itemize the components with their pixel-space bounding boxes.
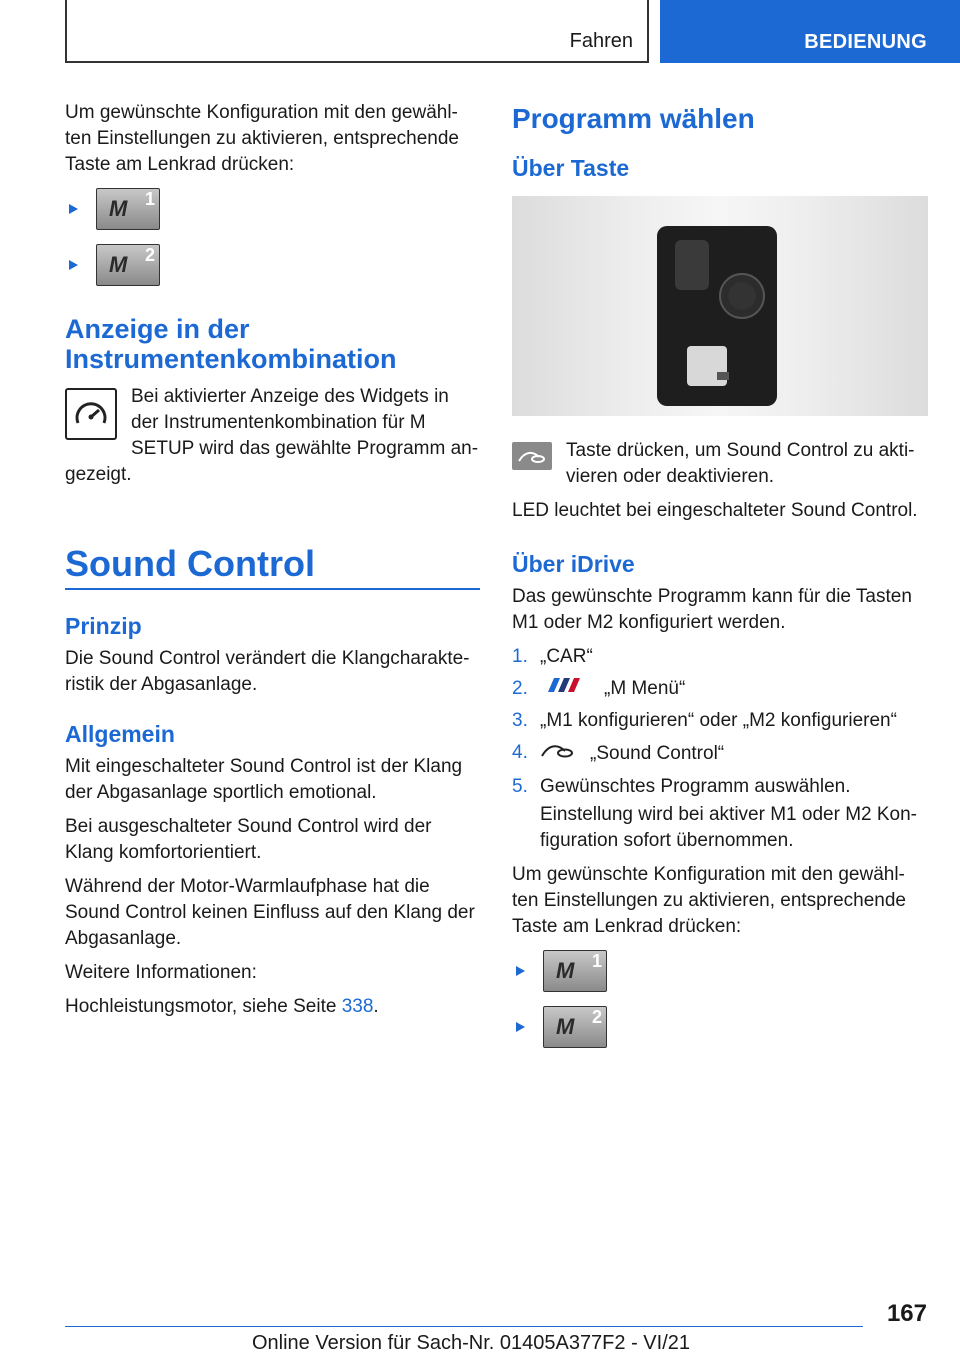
prinzip-heading: Prinzip: [65, 613, 142, 639]
allgemein-heading: Allgemein: [65, 721, 175, 747]
step-text: „Sound Control“: [590, 743, 725, 765]
left-column: [65, 100, 480, 1028]
idrive-heading: Über iDrive: [512, 551, 635, 577]
header-chapter-tab: [660, 0, 960, 63]
step-number: 3.: [512, 710, 528, 732]
anzeige-text: Bei aktivierter Anzeige des Widgets in der Instrumentenkombination für M SETUP wird das gewählte Programm an-gezeigt.: [65, 386, 479, 485]
allgemein-paragraph-5: [65, 994, 480, 1020]
allgemein-paragraph-3: Während der Motor-Warmlaufphase hat die Sound Control keinen Einfluss auf den Klang der Abgasanlage.: [65, 876, 475, 949]
m1-letter: M: [109, 196, 128, 221]
programm-heading: Programm wählen: [512, 103, 755, 134]
intro-paragraph: Um gewünschte Konfiguration mit den gewähl-ten Einstellungen zu aktivieren, entsprechende Taste am Lenkrad drücken:: [65, 102, 459, 175]
step-number: 4.: [512, 742, 528, 764]
console-photo: [512, 196, 928, 416]
sound-control-title: Sound Control: [65, 542, 480, 590]
step5-subtext: Einstellung wird bei aktiver M1 oder M2 Kon-figuration sofort übernommen.: [540, 804, 918, 852]
triangle-bullet-icon: [516, 1022, 525, 1032]
step-number: 5.: [512, 776, 528, 798]
allgemein-paragraph-1: Mit eingeschalteter Sound Control ist der Klang der Abgasanlage sportlich emotional.: [65, 756, 463, 803]
m-stripes-icon: [540, 676, 590, 702]
sound-control-icon: [540, 740, 576, 768]
m2-letter: M: [109, 252, 128, 277]
m1-letter: M: [556, 958, 575, 984]
outro-paragraph: Um gewünschte Konfiguration mit den gewähl-ten Einstellungen zu aktivieren, entsprechende Taste am Lenkrad drücken:: [512, 864, 906, 938]
m1-button-icon: [543, 950, 607, 992]
section-title: Fahren: [569, 30, 633, 52]
triangle-bullet-icon: [69, 260, 78, 270]
footer-version-text: Online Version für Sach-Nr. 01405A377F2 - VI/21: [251, 1332, 690, 1354]
m2-number: 2: [591, 1007, 602, 1028]
list-item: [512, 774, 928, 800]
step-number: 1.: [512, 646, 528, 667]
allgemein-paragraph-2: Bei ausgeschalteter Sound Control wird der Klang komfortorientiert.: [65, 816, 432, 863]
step-text: „CAR“: [540, 646, 593, 667]
header-left-box: [65, 0, 649, 63]
m1-bullet: [65, 186, 480, 232]
step-text: Gewünschtes Programm auswählen.: [540, 776, 851, 798]
sound-control-button-icon: [512, 442, 552, 470]
allgemein-paragraph-4: Weitere Informationen:: [65, 962, 257, 983]
m1-number: 1: [144, 189, 155, 209]
triangle-bullet-icon: [69, 204, 78, 214]
anzeige-block: [65, 384, 480, 496]
taste-heading: Über Taste: [512, 155, 630, 181]
list-item: [512, 644, 928, 670]
right-column: [512, 100, 928, 1060]
idrive-text: Das gewünschte Programm kann für die Tasten M1 oder M2 konfiguriert werden.: [512, 586, 912, 633]
step-text: „M Menü“: [604, 678, 686, 700]
footer-divider: [65, 1326, 863, 1327]
triangle-bullet-icon: [516, 966, 525, 976]
period: .: [373, 996, 379, 1017]
m2-bullet: [65, 242, 480, 288]
m1-button-icon: [96, 188, 160, 230]
taste-text: Taste drücken, um Sound Control zu akti-vieren oder deaktivieren.: [566, 440, 915, 487]
m2-letter: M: [556, 1014, 575, 1040]
steps-list: [512, 644, 928, 800]
page-number: 167: [886, 1300, 927, 1327]
list-item: [512, 676, 928, 702]
m2-button-icon: [543, 1006, 607, 1048]
m1-bullet: [512, 948, 928, 994]
taste-block: [512, 438, 928, 498]
m2-number: 2: [144, 245, 155, 265]
prinzip-text: Die Sound Control verändert die Klangcharakte-ristik der Abgasanlage.: [65, 648, 470, 695]
m2-button-icon: [96, 244, 160, 286]
center-console-image: [657, 226, 777, 406]
anzeige-heading: Anzeige in der Instrumentenkombination: [65, 314, 397, 374]
m1-number: 1: [591, 951, 602, 972]
step-text: „M1 konfigurieren“ oder „M2 konfigurieren“: [540, 710, 897, 732]
chapter-title: BEDIENUNG: [804, 31, 927, 53]
speedometer-icon: [65, 388, 117, 440]
list-item: [512, 708, 928, 734]
list-item: [512, 740, 928, 768]
page-ref-link[interactable]: 338: [341, 996, 374, 1017]
cross-ref-text: Hochleistungsmotor, siehe Seite: [65, 996, 342, 1017]
step-number: 2.: [512, 678, 528, 699]
led-text: LED leuchtet bei eingeschalteter Sound Control.: [512, 500, 918, 521]
m2-bullet: [512, 1004, 928, 1050]
